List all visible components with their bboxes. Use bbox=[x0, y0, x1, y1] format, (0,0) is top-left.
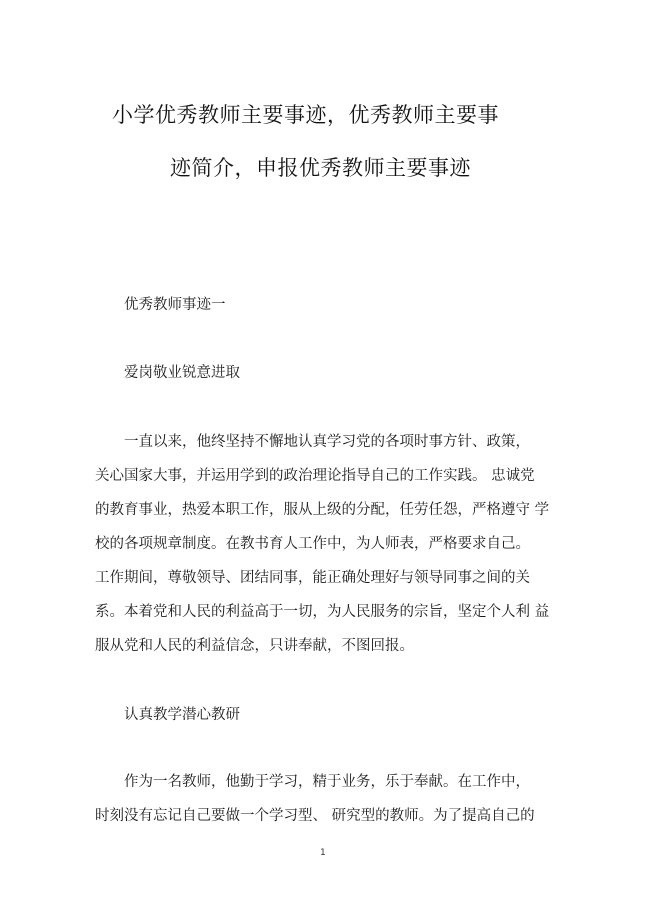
paragraph-1-line: 校的各项规章制度。在教书育人工作中，为人师表，严格要求自己。 bbox=[95, 536, 530, 552]
paragraph-1-line: 服从党和人民的利益信念，只讲奉献，不图回报。 bbox=[95, 638, 414, 654]
document-title-line-1: 小学优秀教师主要事迹，优秀教师主要事 bbox=[112, 103, 499, 127]
paragraph-2-line: 时刻没有忘记自己要做一个学习型、 研究型的教师。为了提高自己的 bbox=[95, 808, 535, 824]
paragraph-1-line: 系。本着党和人民的利益高于一切，为人民服务的宗旨，坚定个人利 益 bbox=[95, 604, 550, 620]
subheading-2: 认真教学潜心教研 bbox=[124, 707, 240, 723]
paragraph-1-line: 关心国家大事，并运用学到的政治理论指导自己的工作实践。 忠诚党 bbox=[95, 468, 535, 484]
paragraph-1-line: 工作期间，尊敬领导、团结同事，能正确处理好与领导同事之间的关 bbox=[95, 570, 530, 586]
paragraph-1-line: 一直以来，他终坚持不懈地认真学习党的各项时事方针、政策， bbox=[124, 434, 530, 450]
section-heading-main: 优秀教师事迹一 bbox=[124, 297, 226, 313]
page-number: 1 bbox=[320, 848, 326, 858]
paragraph-2-line: 作为一名教师，他勤于学习，精于业务，乐于奉献。在工作中， bbox=[124, 774, 530, 790]
paragraph-1-line: 的教育事业，热爱本职工作，服从上级的分配，任劳任怨，严格遵守 学 bbox=[95, 502, 550, 518]
subheading-1: 爱岗敬业锐意进取 bbox=[124, 365, 240, 381]
document-title-line-2: 迹简介，申报优秀教师主要事迹 bbox=[170, 156, 471, 180]
